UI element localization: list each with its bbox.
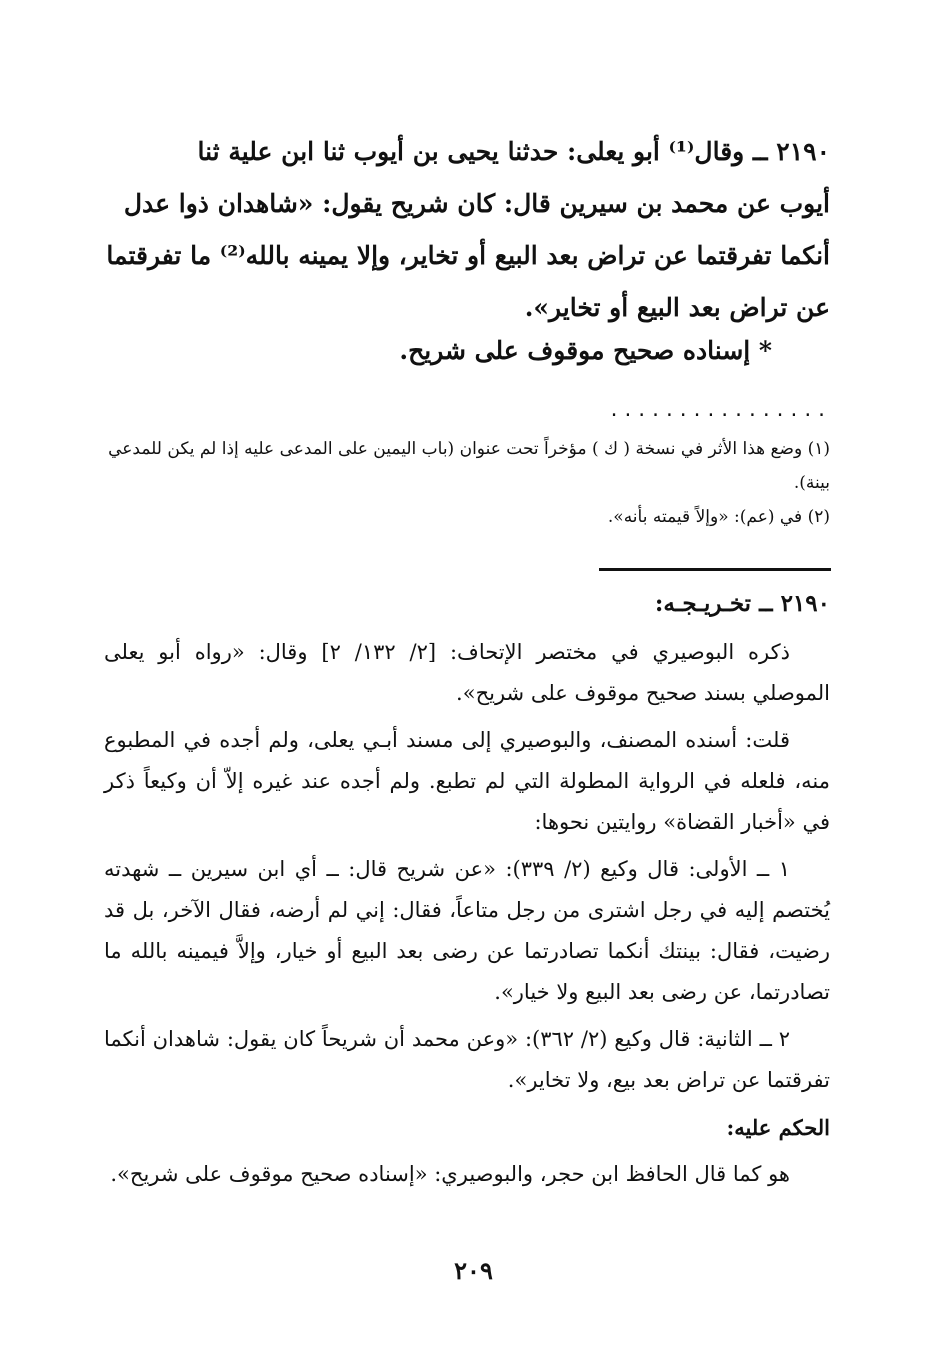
takhrij-paragraph-2: قلت: أسنده المصنف، والبوصيري إلى مسند أبـي يعلى، ولم أجده في المطبوع منه، فلعله في الرواية المطولة التي لم تطبع. ولم أجده عند غيره إلاّ أن وكيعاً ذكر في «أخبار القضاة» روايتين نحوها:	[104, 728, 830, 834]
footnotes	[108, 432, 830, 534]
takhrij-paragraph-3: ١ ــ الأولى: قال وكيع (٢/ ٣٣٩): «عن شريح قال: ــ أي ابن سيرين ــ شهدته يُختصم إليه في رجل اشترى من رجل متاعاً، فقال: إني لم أرضه، فقال الآخر، بل قد رضيت، فقال: بينتك أنكما تصادرتما عن رضى بعد البيع أو خيار، وإلاَّ فيمينه بالله ما تصادرتما، عن رضى بعد البيع ولا خيار».	[104, 857, 830, 1004]
isnad-verdict: * إسناده صحيح موقوف على شريح.	[399, 336, 772, 365]
hadith-line: أنكما تفرقتما عن تراض بعد البيع أو تخاير، وإلا يمينه بالله⁽²⁾ ما تفرقتما	[106, 241, 830, 270]
footnote-2: (٢) في (عم): «وإلاً قيمته بأنه».	[607, 507, 830, 527]
hadith-line: ٢١٩٠ ــ وقال⁽¹⁾ أبو يعلى: حدثنا يحيى بن أيوب ثنا ابن علية ثنا	[197, 137, 830, 166]
page-number: ٢٠٩	[454, 1256, 493, 1285]
takhrij-paragraph-5: هو كما قال الحافظ ابن حجر، والبوصيري: «إسناده صحيح موقوف على شريح».	[110, 1162, 790, 1186]
footnote-separator: ................	[608, 400, 830, 421]
takhrij-paragraph-4: ٢ ــ الثانية: قال وكيع (٢/ ٣٦٢): «وعن محمد أن شريحاً كان يقول: شاهدان أنكما تفرقتما عن تراض بعد بيع، ولا تخاير».	[104, 1027, 830, 1092]
hadith-text	[104, 126, 830, 334]
hadith-line: عن تراض بعد البيع أو تخاير».	[524, 293, 830, 322]
takhrij-heading: ٢١٩٠ ــ تخـريـجـه:	[654, 590, 830, 617]
hadith-line: أيوب عن محمد بن سيرين قال: كان شريح يقول: «شاهدان ذوا عدل	[123, 189, 830, 218]
takhrij-section	[104, 632, 830, 1201]
takhrij-paragraph-1: ذكره البوصيري في مختصر الإتحاف: [٢/ ١٣٢/ ٢] وقال: «رواه أبو يعلى الموصلي بسند صحيح موقوف على شريح».	[104, 640, 830, 705]
hukm-heading: الحكم عليه:	[726, 1115, 830, 1140]
section-rule	[599, 568, 831, 571]
footnote-1: (١) وضع هذا الأثر في نسخة ( ك ) مؤخراً تحت عنوان (باب اليمين على المدعى عليه إذا لم يكن للمدعي بينة).	[108, 439, 830, 493]
